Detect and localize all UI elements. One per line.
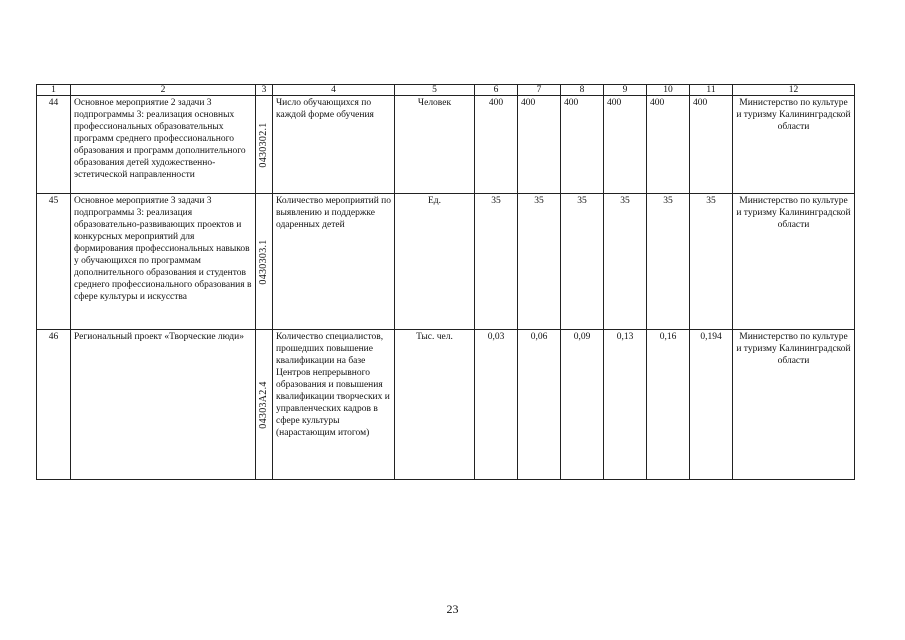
column-header: 3 bbox=[256, 85, 273, 96]
value-cell: 400 bbox=[647, 96, 690, 194]
value-cell: 400 bbox=[561, 96, 604, 194]
responsible-org: Министерство по культуре и туризму Калининградской области bbox=[733, 330, 855, 480]
indicator-name: Количество специалистов, прошедших повышение квалификации на базе Центров непрерывного образования и повышения квалификации творческих и управленческих кадров в сфере культуры (нарастающим итогом) bbox=[273, 330, 395, 480]
column-header: 8 bbox=[561, 85, 604, 96]
unit: Ед. bbox=[395, 194, 475, 330]
unit: Человек bbox=[395, 96, 475, 194]
value-cell: 400 bbox=[604, 96, 647, 194]
value-cell: 400 bbox=[475, 96, 518, 194]
column-header: 2 bbox=[71, 85, 256, 96]
column-header: 9 bbox=[604, 85, 647, 96]
value-cell: 35 bbox=[604, 194, 647, 330]
budget-code: 04303А2.4 bbox=[258, 380, 269, 429]
row-number: 44 bbox=[37, 96, 71, 194]
value-cell: 0,06 bbox=[518, 330, 561, 480]
budget-code-cell bbox=[256, 194, 273, 330]
responsible-org: Министерство по культуре и туризму Калининградской области bbox=[733, 96, 855, 194]
activity-name: Основное мероприятие 3 задачи 3 подпрограммы 3: реализация образовательно-развивающих проектов и конкурсных мероприятий для формирования профессиональных навыков у обучающихся по программам дополнительного образования и студентов среднего профессионального образования в сфере культуры и искусства bbox=[71, 194, 256, 330]
value-cell: 35 bbox=[561, 194, 604, 330]
budget-code: 0430303.1 bbox=[258, 238, 269, 285]
value-cell: 0,09 bbox=[561, 330, 604, 480]
indicator-name: Количество мероприятий по выявлению и поддержке одаренных детей bbox=[273, 194, 395, 330]
activity-name: Основное мероприятие 2 задачи 3 подпрограммы 3: реализация основных профессиональных образовательных программ среднего профессионального образования и программ дополнительного образования детей художественно-эстетической направленности bbox=[71, 96, 256, 194]
row-number: 46 bbox=[37, 330, 71, 480]
column-header: 4 bbox=[273, 85, 395, 96]
column-header: 5 bbox=[395, 85, 475, 96]
value-cell: 0,194 bbox=[690, 330, 733, 480]
value-cell: 35 bbox=[647, 194, 690, 330]
budget-code-cell bbox=[256, 96, 273, 194]
header-row bbox=[37, 85, 855, 96]
value-cell: 35 bbox=[690, 194, 733, 330]
column-header: 12 bbox=[733, 85, 855, 96]
column-header: 1 bbox=[37, 85, 71, 96]
row-number: 45 bbox=[37, 194, 71, 330]
responsible-org: Министерство по культуре и туризму Калининградской области bbox=[733, 194, 855, 330]
indicator-name: Число обучающихся по каждой форме обучения bbox=[273, 96, 395, 194]
value-cell: 35 bbox=[518, 194, 561, 330]
column-header: 7 bbox=[518, 85, 561, 96]
column-header: 10 bbox=[647, 85, 690, 96]
value-cell: 400 bbox=[690, 96, 733, 194]
table-row bbox=[37, 96, 855, 194]
unit: Тыс. чел. bbox=[395, 330, 475, 480]
activity-name: Региональный проект «Творческие люди» bbox=[71, 330, 256, 480]
table-row bbox=[37, 194, 855, 330]
budget-code-cell bbox=[256, 330, 273, 480]
value-cell: 0,16 bbox=[647, 330, 690, 480]
value-cell: 400 bbox=[518, 96, 561, 194]
page-number: 23 bbox=[446, 602, 459, 616]
value-cell: 0,03 bbox=[475, 330, 518, 480]
value-cell: 0,13 bbox=[604, 330, 647, 480]
indicators-table bbox=[36, 84, 855, 480]
budget-code: 0430302.1 bbox=[258, 121, 269, 168]
column-header: 11 bbox=[690, 85, 733, 96]
value-cell: 35 bbox=[475, 194, 518, 330]
table-row bbox=[37, 330, 855, 480]
column-header: 6 bbox=[475, 85, 518, 96]
